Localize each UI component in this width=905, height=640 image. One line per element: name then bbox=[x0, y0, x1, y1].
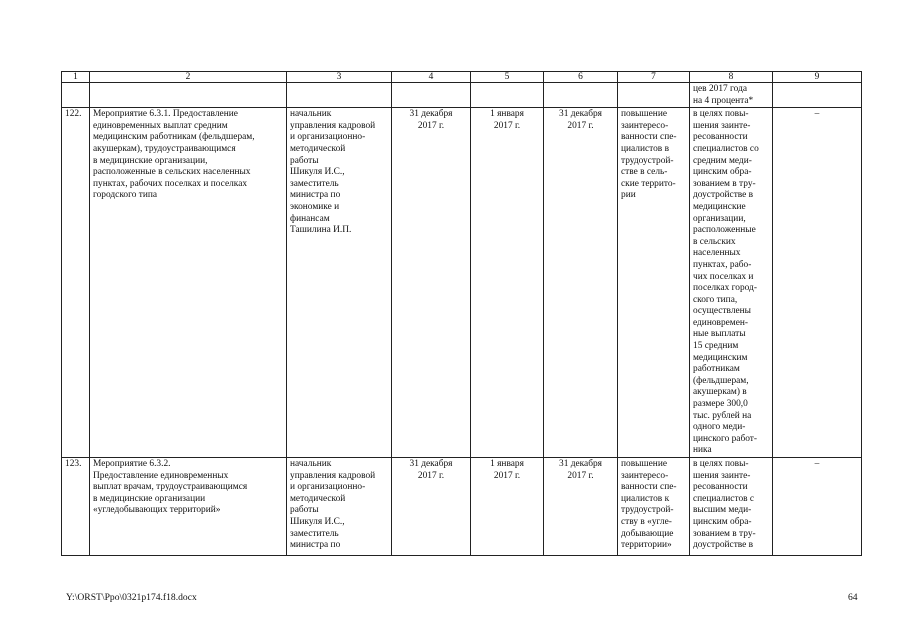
measure-cell: Мероприятие 6.3.1. Предоставление единовременных выплат средним медицинским работникам (фельдшерам, акушеркам), трудоустраивающимся в медицинские организации, расположенные в сельских населенных пунктах, рабочих поселках и поселках городского типа bbox=[90, 108, 287, 458]
responsible-cell: начальник управления кадровой и организационно- методической работы Шикуля И.С., заместитель министра по bbox=[287, 458, 392, 556]
header-col-3: 3 bbox=[287, 72, 392, 83]
row-number: 123. bbox=[62, 458, 90, 556]
start-date-cell: 31 декабря 2017 г. bbox=[392, 108, 471, 458]
document-table bbox=[61, 71, 862, 556]
header-col-2: 2 bbox=[90, 72, 287, 83]
header-col-6: 6 bbox=[544, 72, 618, 83]
page-number: 64 bbox=[848, 592, 858, 603]
header-col-7: 7 bbox=[618, 72, 690, 83]
header-col-9: 9 bbox=[773, 72, 862, 83]
continuation-row bbox=[62, 83, 862, 108]
begin-date-cell: 1 января 2017 г. bbox=[471, 108, 544, 458]
end-date-cell: 31 декабря 2017 г. bbox=[544, 108, 618, 458]
end-date-cell: 31 декабря 2017 г. bbox=[544, 458, 618, 556]
note-cell: – bbox=[773, 458, 862, 556]
note-cell: – bbox=[773, 108, 862, 458]
header-col-4: 4 bbox=[392, 72, 471, 83]
table-row bbox=[62, 458, 862, 556]
indicator-cell: в целях повы- шения заинте- ресованности специалистов со средним меди- цинским обра- зованием в тру- доустройстве в медицинские организации, расположенные в сельских населенных пунктах, рабо- чих поселках и поселках город- ского типа, осуществлены единовремен- ные выплаты 15 средним медицинским работникам (фельдшерам, акушеркам) в размере 300,0 тыс. рублей на одного меди- цинского работ- ника bbox=[690, 108, 773, 458]
table-row bbox=[62, 108, 862, 458]
responsible-cell: начальник управления кадровой и организационно- методической работы Шикуля И.С., заместитель министра по экономике и финансам Ташилина И.П. bbox=[287, 108, 392, 458]
header-col-8: 8 bbox=[690, 72, 773, 83]
result-cell: повышение заинтересо- ванности спе- циалистов к трудоустрой- ству в «угле- добывающие территории» bbox=[618, 458, 690, 556]
result-cell: повышение заинтересо- ванности спе- циалистов в трудоустрой- стве в сель- ские террито- рии bbox=[618, 108, 690, 458]
measure-cell: Мероприятие 6.3.2. Предоставление единовременных выплат врачам, трудоустраивающимся в медицинские организации «угледобывающих территорий» bbox=[90, 458, 287, 556]
header-col-5: 5 bbox=[471, 72, 544, 83]
indicator-cell: в целях повы- шения заинте- ресованности специалистов с высшим меди- цинским обра- зованием в тру- доустройстве в bbox=[690, 458, 773, 556]
continuation-indicator: цев 2017 года на 4 процента* bbox=[690, 83, 773, 108]
header-row bbox=[62, 72, 862, 83]
footer-file-path: Y:\ORST\Ppo\0321p174.f18.docx bbox=[66, 592, 197, 603]
begin-date-cell: 1 января 2017 г. bbox=[471, 458, 544, 556]
start-date-cell: 31 декабря 2017 г. bbox=[392, 458, 471, 556]
header-col-1: 1 bbox=[62, 72, 90, 83]
row-number: 122. bbox=[62, 108, 90, 458]
